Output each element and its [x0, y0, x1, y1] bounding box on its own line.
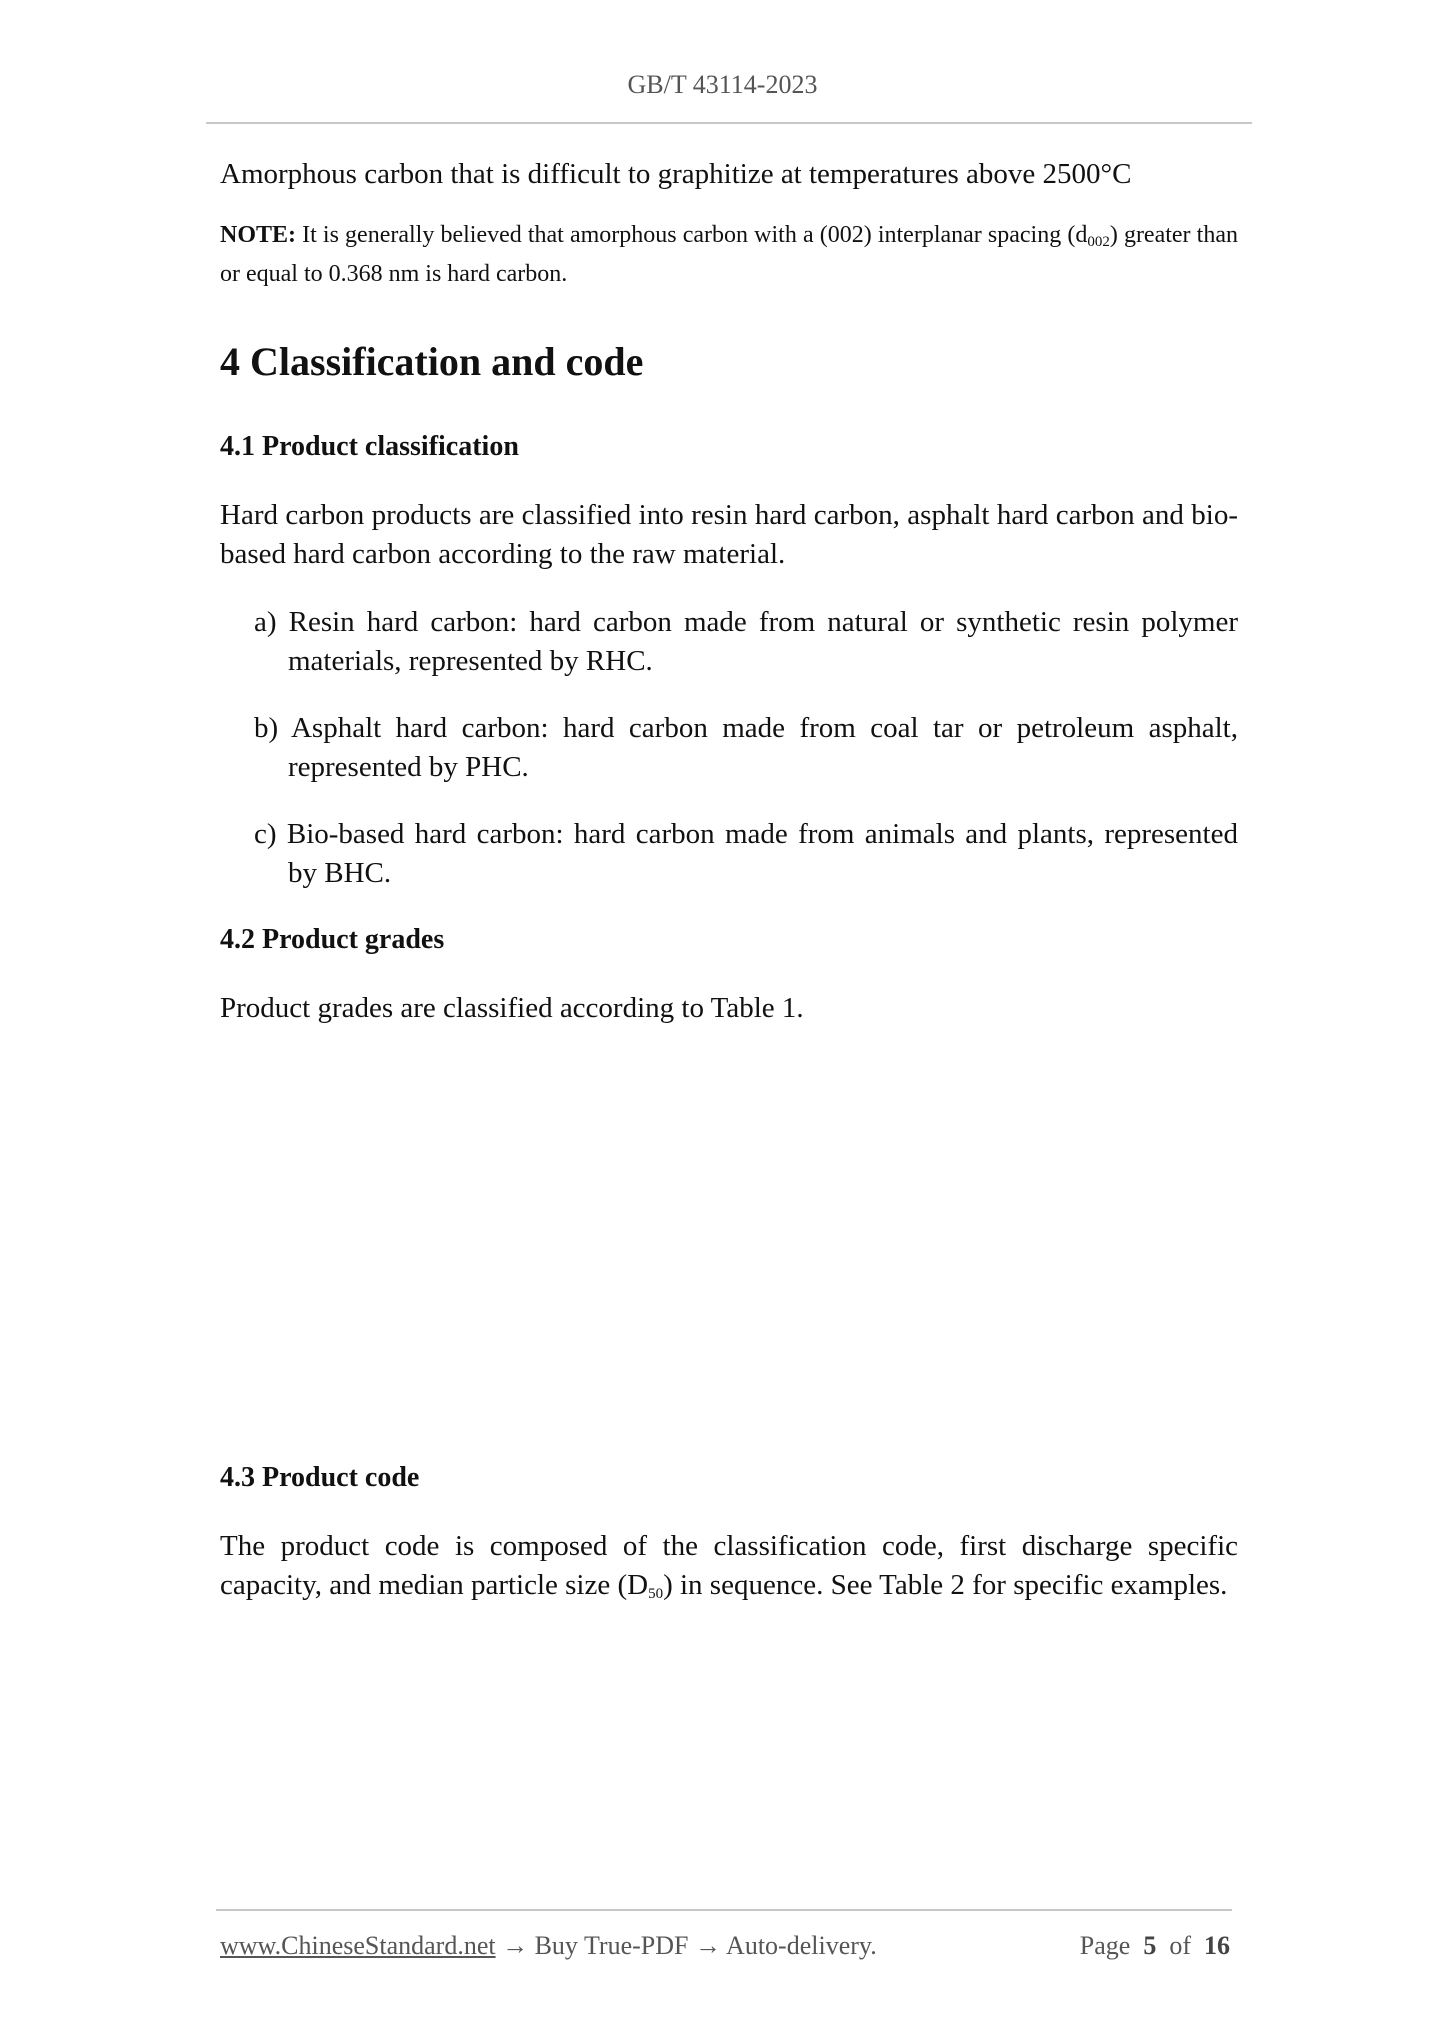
page-footer — [220, 1931, 1230, 1961]
section-4-3-body — [220, 1527, 1238, 1605]
definition-text: Amorphous carbon that is difficult to graphitize at temperatures above 2500°C — [220, 158, 1132, 190]
section-4-3-body-part-2: ) in sequence. See Table 2 for specific examples. — [663, 1569, 1228, 1601]
list-item-a: a) Resin hard carbon: hard carbon made from natural or synthetic resin polymer materials, represented by RHC. — [254, 606, 1238, 677]
section-4-2-title: 4.2 Product grades — [220, 924, 445, 955]
footer-divider — [216, 1909, 1232, 1911]
note-label: NOTE: — [220, 222, 297, 248]
note-subscript: 002 — [1087, 234, 1110, 250]
page-total: 16 — [1204, 1931, 1230, 1960]
section-4-title: 4 Classification and code — [220, 339, 644, 384]
page-label: Page — [1079, 1931, 1131, 1960]
note-paragraph — [220, 216, 1238, 294]
section-4-1-title: 4.1 Product classification — [220, 431, 519, 462]
list-item-b: b) Asphalt hard carbon: hard carbon made from coal tar or petroleum asphalt, represented by PHC. — [254, 712, 1238, 783]
page-of: of — [1169, 1931, 1191, 1960]
section-4-1-body: Hard carbon products are classified into resin hard carbon, asphalt hard carbon and bio-based hard carbon according to the raw material. — [220, 499, 1238, 570]
note-text-part-2: ) greater than or equal to 0.368 nm is hard carbon. — [220, 222, 1238, 287]
section-4-3-title: 4.3 Product code — [220, 1462, 420, 1493]
header-divider — [206, 122, 1252, 124]
d50-subscript: 50 — [648, 1586, 664, 1602]
document-id: GB/T 43114-2023 — [627, 70, 818, 99]
page-content — [220, 155, 1238, 1605]
section-4-3-body-part-1: The product code is composed of the classification code, first discharge specific capacity, and median particle size (D — [220, 1530, 1238, 1601]
footer-promo — [220, 1931, 877, 1961]
list-item-c: c) Bio-based hard carbon: hard carbon made from animals and plants, represented by BHC. — [254, 818, 1238, 889]
website-link[interactable]: www.ChineseStandard.net — [220, 1931, 496, 1960]
page-number — [1080, 1931, 1230, 1961]
section-4-2-body: Product grades are classified according to Table 1. — [220, 992, 804, 1024]
note-text-part-1: It is generally believed that amorphous carbon with a (002) interplanar spacing (d — [296, 222, 1088, 248]
page-current: 5 — [1143, 1931, 1157, 1960]
promo-text: → Buy True-PDF → Auto-delivery. — [495, 1931, 877, 1960]
